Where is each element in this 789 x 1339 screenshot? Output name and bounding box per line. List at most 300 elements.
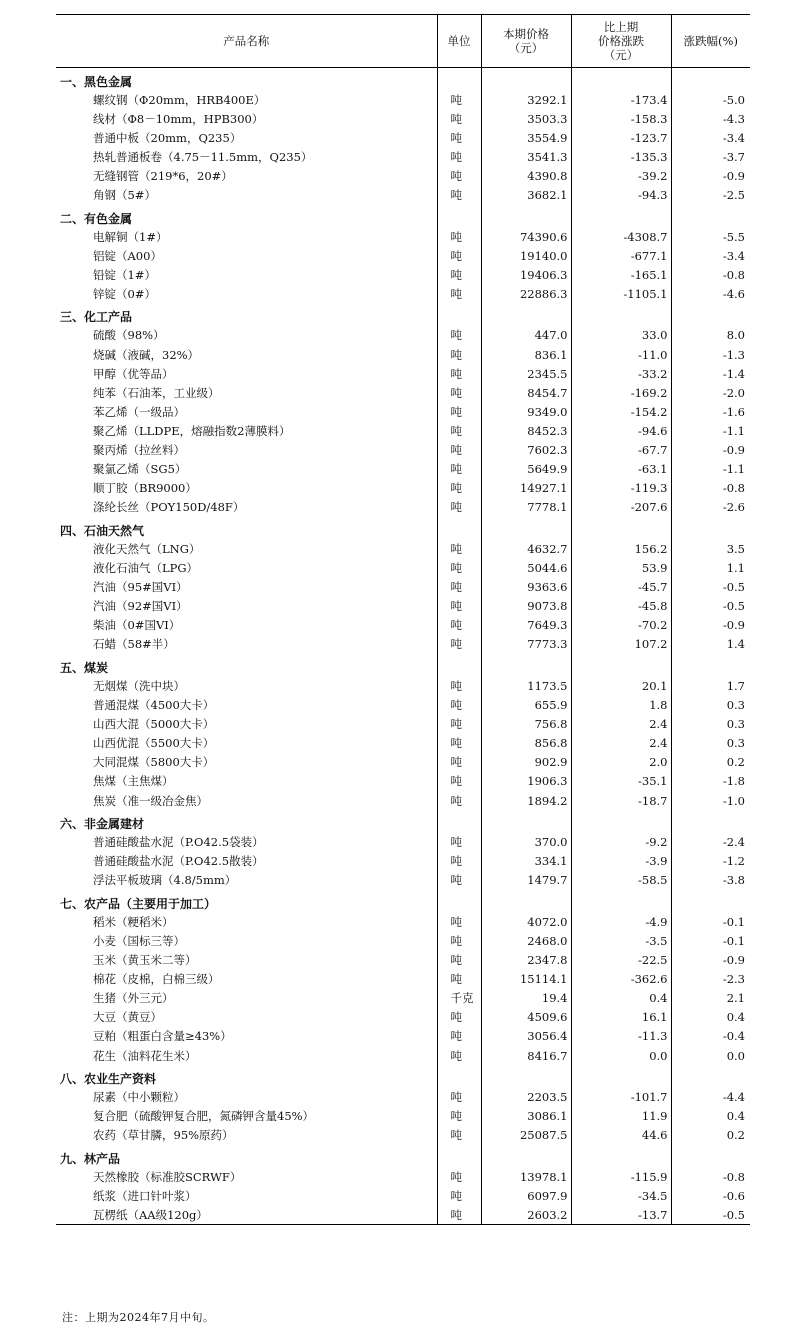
- item-name: 苯乙烯（一级品）: [93, 404, 185, 419]
- section-row: [56, 205, 750, 228]
- item-unit: 吨: [437, 1027, 481, 1046]
- item-change: 44.6: [571, 1126, 671, 1145]
- item-change: -677.1: [571, 247, 671, 266]
- item-change: -115.9: [571, 1168, 671, 1187]
- item-name: 顺丁胶（BR9000）: [93, 481, 197, 496]
- table-row: [56, 1187, 750, 1206]
- item-price: 6097.9: [481, 1187, 571, 1206]
- table-header: [56, 15, 750, 68]
- item-name: 电解铜（1#）: [93, 229, 168, 244]
- table-row: [56, 365, 750, 384]
- item-change: 0.0: [571, 1047, 671, 1066]
- item-name: 焦煤（主焦煤）: [93, 774, 174, 789]
- item-price: 447.0: [481, 326, 571, 345]
- table-body: [56, 68, 750, 1225]
- item-pct: -4.6: [671, 285, 750, 304]
- item-price: 8454.7: [481, 384, 571, 403]
- item-unit: 吨: [437, 559, 481, 578]
- item-pct: -0.1: [671, 913, 750, 932]
- item-change: -1105.1: [571, 285, 671, 304]
- table-row: [56, 753, 750, 772]
- item-pct: -3.4: [671, 129, 750, 148]
- section-title: 八、农业生产资料: [60, 1072, 157, 1087]
- table-row: [56, 129, 750, 148]
- table-row: [56, 635, 750, 654]
- table-row: [56, 578, 750, 597]
- item-pct: 8.0: [671, 326, 750, 345]
- item-price: 22886.3: [481, 285, 571, 304]
- item-name: 铅锭（1#）: [93, 267, 156, 282]
- table-row: [56, 1168, 750, 1187]
- item-price: 13978.1: [481, 1168, 571, 1187]
- item-price: 3056.4: [481, 1027, 571, 1046]
- item-unit: 吨: [437, 597, 481, 616]
- item-name: 汽油（95#国VI）: [93, 580, 188, 595]
- item-change: -207.6: [571, 498, 671, 517]
- item-pct: -0.8: [671, 479, 750, 498]
- table-row: [56, 346, 750, 365]
- item-name: 农药（草甘膦，95%原药）: [93, 1128, 234, 1143]
- item-change: -3.5: [571, 932, 671, 951]
- item-price: 5044.6: [481, 559, 571, 578]
- section-row: [56, 304, 750, 327]
- item-price: 2468.0: [481, 932, 571, 951]
- item-price: 3541.3: [481, 148, 571, 167]
- item-price: 74390.6: [481, 228, 571, 247]
- table-row: [56, 597, 750, 616]
- table-row: [56, 460, 750, 479]
- item-unit: 吨: [437, 913, 481, 932]
- item-unit: 吨: [437, 326, 481, 345]
- header-unit: 单位: [437, 15, 481, 68]
- item-unit: 吨: [437, 129, 481, 148]
- table-row: [56, 228, 750, 247]
- table-row: [56, 932, 750, 951]
- item-pct: -3.8: [671, 871, 750, 890]
- item-unit: 吨: [437, 365, 481, 384]
- section-title: 四、石油天然气: [60, 523, 145, 538]
- item-pct: -0.8: [671, 266, 750, 285]
- item-change: -13.7: [571, 1206, 671, 1225]
- table-row: [56, 1047, 750, 1066]
- table-row: [56, 989, 750, 1008]
- table-row: [56, 266, 750, 285]
- item-unit: 吨: [437, 422, 481, 441]
- item-price: 2603.2: [481, 1206, 571, 1225]
- item-unit: 吨: [437, 1187, 481, 1206]
- table-row: [56, 1027, 750, 1046]
- item-unit: 吨: [437, 1206, 481, 1225]
- section-title: 五、煤炭: [60, 660, 109, 675]
- item-pct: 0.2: [671, 1126, 750, 1145]
- item-name: 柴油（0#国VI）: [93, 618, 181, 633]
- item-change: 2.4: [571, 715, 671, 734]
- item-unit: 吨: [437, 441, 481, 460]
- item-name: 液化石油气（LPG）: [93, 561, 199, 576]
- item-pct: -1.6: [671, 403, 750, 422]
- item-pct: -0.4: [671, 1027, 750, 1046]
- item-pct: 1.4: [671, 635, 750, 654]
- item-name: 玉米（黄玉米二等）: [93, 953, 197, 968]
- table-row: [56, 1107, 750, 1126]
- item-name: 烧碱（液碱，32%）: [93, 347, 200, 362]
- item-change: -4.9: [571, 913, 671, 932]
- item-unit: 吨: [437, 479, 481, 498]
- item-unit: 吨: [437, 285, 481, 304]
- item-name: 汽油（92#国VI）: [93, 599, 188, 614]
- table-row: [56, 148, 750, 167]
- item-pct: -0.9: [671, 441, 750, 460]
- section-title: 九、林产品: [60, 1151, 121, 1166]
- item-price: 5649.9: [481, 460, 571, 479]
- item-name: 普通硅酸盐水泥（P.O42.5散装）: [93, 854, 264, 869]
- item-change: -67.7: [571, 441, 671, 460]
- item-name: 涤纶长丝（POY150D/48F）: [93, 500, 245, 515]
- item-name: 普通硅酸盐水泥（P.O42.5袋装）: [93, 835, 264, 850]
- item-pct: -0.9: [671, 951, 750, 970]
- item-price: 334.1: [481, 852, 571, 871]
- section-title: 六、非金属建材: [60, 817, 145, 832]
- item-unit: 吨: [437, 460, 481, 479]
- item-pct: -1.1: [671, 422, 750, 441]
- item-change: -169.2: [571, 384, 671, 403]
- item-price: 3682.1: [481, 186, 571, 205]
- section-row: [56, 1145, 750, 1168]
- item-price: 1479.7: [481, 871, 571, 890]
- item-price: 3086.1: [481, 1107, 571, 1126]
- item-unit: 吨: [437, 696, 481, 715]
- item-name: 浮法平板玻璃（4.8/5mm）: [93, 873, 237, 888]
- item-name: 甲醇（优等品）: [93, 366, 174, 381]
- item-pct: -0.9: [671, 616, 750, 635]
- item-unit: 吨: [437, 715, 481, 734]
- table-row: [56, 970, 750, 989]
- item-price: 856.8: [481, 734, 571, 753]
- footnote: 注：上期为2024年7月中旬。: [62, 1311, 215, 1324]
- table-row: [56, 715, 750, 734]
- item-name: 豆粕（粗蛋白含量≥43%）: [93, 1029, 232, 1044]
- item-name: 纸浆（进口针叶浆）: [93, 1189, 197, 1204]
- item-unit: 吨: [437, 734, 481, 753]
- item-pct: -2.5: [671, 186, 750, 205]
- section-title: 七、农产品（主要用于加工）: [60, 896, 217, 911]
- item-name: 生猪（外三元）: [93, 991, 174, 1006]
- item-name: 普通中板（20mm，Q235）: [93, 130, 242, 145]
- item-unit: 吨: [437, 1047, 481, 1066]
- item-change: -173.4: [571, 91, 671, 110]
- item-unit: 吨: [437, 635, 481, 654]
- item-unit: 吨: [437, 167, 481, 186]
- item-unit: 吨: [437, 871, 481, 890]
- item-pct: -2.4: [671, 833, 750, 852]
- table-row: [56, 1088, 750, 1107]
- item-change: -9.2: [571, 833, 671, 852]
- item-name: 瓦楞纸（AA级120g）: [56, 1206, 437, 1225]
- item-unit: 千克: [437, 989, 481, 1008]
- table-row: [56, 677, 750, 696]
- item-unit: 吨: [437, 148, 481, 167]
- item-pct: 0.3: [671, 696, 750, 715]
- table-row: [56, 91, 750, 110]
- item-name: 线材（Φ8－10mm，HPB300）: [93, 111, 264, 126]
- header-change: 比上期 价格涨跌 （元）: [571, 15, 671, 68]
- table-row: [56, 498, 750, 517]
- item-price: 9363.6: [481, 578, 571, 597]
- item-name: 热轧普通板卷（4.75－11.5mm，Q235）: [93, 149, 313, 164]
- item-pct: -0.5: [671, 597, 750, 616]
- item-pct: -1.0: [671, 792, 750, 811]
- header-pct: 涨跌幅(%): [671, 15, 750, 68]
- item-name: 大同混煤（5800大卡）: [93, 755, 215, 770]
- item-change: 156.2: [571, 540, 671, 559]
- item-price: 4390.8: [481, 167, 571, 186]
- item-name: 锌锭（0#）: [93, 286, 156, 301]
- header-name: 产品名称: [56, 15, 437, 68]
- item-name: 螺纹钢（Φ20mm，HRB400E）: [93, 92, 266, 107]
- item-change: -70.2: [571, 616, 671, 635]
- item-pct: -1.4: [671, 365, 750, 384]
- item-price: 19406.3: [481, 266, 571, 285]
- item-name: 棉花（皮棉，白棉三级）: [93, 972, 220, 987]
- item-name: 聚氯乙烯（SG5）: [93, 462, 187, 477]
- item-price: 1173.5: [481, 677, 571, 696]
- item-change: 1.8: [571, 696, 671, 715]
- item-price: 15114.1: [481, 970, 571, 989]
- table-row: [56, 1008, 750, 1027]
- section-row: [56, 1066, 750, 1089]
- item-price: 3503.3: [481, 110, 571, 129]
- table-row: [56, 384, 750, 403]
- item-unit: 吨: [437, 677, 481, 696]
- item-price: 3554.9: [481, 129, 571, 148]
- table-row: [56, 403, 750, 422]
- item-unit: 吨: [437, 403, 481, 422]
- item-name: 石蜡（58#半）: [93, 637, 175, 652]
- table-row: [56, 792, 750, 811]
- item-change: -4308.7: [571, 228, 671, 247]
- item-change: -18.7: [571, 792, 671, 811]
- item-unit: 吨: [437, 970, 481, 989]
- item-change: -11.3: [571, 1027, 671, 1046]
- item-change: -154.2: [571, 403, 671, 422]
- table-row: [56, 1206, 750, 1225]
- item-change: 2.0: [571, 753, 671, 772]
- item-change: -165.1: [571, 266, 671, 285]
- item-pct: 1.1: [671, 559, 750, 578]
- table-row: [56, 852, 750, 871]
- item-change: -58.5: [571, 871, 671, 890]
- item-price: 756.8: [481, 715, 571, 734]
- table-row: [56, 1126, 750, 1145]
- item-unit: 吨: [437, 616, 481, 635]
- item-price: 2347.8: [481, 951, 571, 970]
- item-price: 9073.8: [481, 597, 571, 616]
- item-unit: 吨: [437, 1008, 481, 1027]
- item-name: 聚乙烯（LLDPE，熔融指数2薄膜料）: [93, 423, 291, 438]
- item-pct: -4.3: [671, 110, 750, 129]
- item-unit: 吨: [437, 247, 481, 266]
- item-price: 2203.5: [481, 1088, 571, 1107]
- price-table: [56, 14, 750, 1225]
- item-pct: -4.4: [671, 1088, 750, 1107]
- item-price: 25087.5: [481, 1126, 571, 1145]
- table-row: [56, 913, 750, 932]
- item-name: 大豆（黄豆）: [93, 1010, 162, 1025]
- item-unit: 吨: [437, 346, 481, 365]
- table-row: [56, 951, 750, 970]
- item-change: -33.2: [571, 365, 671, 384]
- item-pct: -0.8: [671, 1168, 750, 1187]
- item-pct: -3.4: [671, 247, 750, 266]
- item-change: 33.0: [571, 326, 671, 345]
- item-unit: 吨: [437, 498, 481, 517]
- item-change: -39.2: [571, 167, 671, 186]
- section-title: 三、化工产品: [60, 310, 133, 325]
- item-price: 1906.3: [481, 772, 571, 791]
- item-price: 4509.6: [481, 1008, 571, 1027]
- item-name: 复合肥（硫酸钾复合肥，氮磷钾含量45%）: [93, 1109, 315, 1124]
- table-row: [56, 833, 750, 852]
- table-row: [56, 110, 750, 129]
- table-row: [56, 734, 750, 753]
- item-price: 19140.0: [481, 247, 571, 266]
- table-row: [56, 441, 750, 460]
- item-name: 稻米（粳稻米）: [93, 914, 174, 929]
- item-name: 焦炭（准一级冶金焦）: [93, 793, 208, 808]
- item-name: 聚丙烯（拉丝料）: [93, 443, 185, 458]
- section-row: [56, 517, 750, 540]
- item-unit: 吨: [437, 266, 481, 285]
- item-name: 铝锭（A00）: [93, 248, 162, 263]
- item-name: 无烟煤（洗中块）: [93, 678, 185, 693]
- item-change: 2.4: [571, 734, 671, 753]
- item-price: 9349.0: [481, 403, 571, 422]
- item-pct: -1.3: [671, 346, 750, 365]
- item-name: 角钢（5#）: [93, 188, 156, 203]
- item-name: 山西优混（5500大卡）: [93, 736, 215, 751]
- item-change: 107.2: [571, 635, 671, 654]
- item-name: 普通混煤（4500大卡）: [93, 698, 215, 713]
- item-pct: -1.1: [671, 460, 750, 479]
- item-pct: 0.4: [671, 1008, 750, 1027]
- table-row: [56, 186, 750, 205]
- item-pct: 2.1: [671, 989, 750, 1008]
- table-row: [56, 285, 750, 304]
- item-change: -362.6: [571, 970, 671, 989]
- table-row: [56, 540, 750, 559]
- item-change: -35.1: [571, 772, 671, 791]
- table-row: [56, 479, 750, 498]
- item-name: 尿素（中小颗粒）: [93, 1090, 185, 1105]
- item-name: 花生（油料花生米）: [93, 1048, 197, 1063]
- item-pct: -0.5: [671, 1206, 750, 1225]
- item-pct: -5.0: [671, 91, 750, 110]
- item-change: 11.9: [571, 1107, 671, 1126]
- item-change: 16.1: [571, 1008, 671, 1027]
- section-row: [56, 890, 750, 913]
- item-unit: 吨: [437, 951, 481, 970]
- item-unit: 吨: [437, 1168, 481, 1187]
- item-change: -135.3: [571, 148, 671, 167]
- item-pct: -0.5: [671, 578, 750, 597]
- section-row: [56, 811, 750, 834]
- item-name: 纯苯（石油苯，工业级）: [93, 385, 220, 400]
- item-change: -45.8: [571, 597, 671, 616]
- item-price: 19.4: [481, 989, 571, 1008]
- item-unit: 吨: [437, 753, 481, 772]
- item-pct: 1.7: [671, 677, 750, 696]
- item-unit: 吨: [437, 852, 481, 871]
- item-change: 53.9: [571, 559, 671, 578]
- item-unit: 吨: [437, 932, 481, 951]
- header-price: 本期价格 （元）: [481, 15, 571, 68]
- item-change: -101.7: [571, 1088, 671, 1107]
- item-price: 655.9: [481, 696, 571, 715]
- item-pct: 0.3: [671, 715, 750, 734]
- item-change: -119.3: [571, 479, 671, 498]
- item-change: -22.5: [571, 951, 671, 970]
- item-change: -34.5: [571, 1187, 671, 1206]
- item-pct: -1.2: [671, 852, 750, 871]
- item-pct: -0.6: [671, 1187, 750, 1206]
- item-change: -123.7: [571, 129, 671, 148]
- item-change: -3.9: [571, 852, 671, 871]
- item-pct: 0.4: [671, 1107, 750, 1126]
- item-unit: 吨: [437, 578, 481, 597]
- item-price: 1894.2: [481, 792, 571, 811]
- item-pct: 3.5: [671, 540, 750, 559]
- item-unit: 吨: [437, 1088, 481, 1107]
- item-pct: -0.9: [671, 167, 750, 186]
- item-change: -94.6: [571, 422, 671, 441]
- item-price: 7773.3: [481, 635, 571, 654]
- item-unit: 吨: [437, 1126, 481, 1145]
- item-unit: 吨: [437, 384, 481, 403]
- item-pct: -2.6: [671, 498, 750, 517]
- section-row: [56, 68, 750, 91]
- item-price: 4072.0: [481, 913, 571, 932]
- section-row: [56, 654, 750, 677]
- item-unit: 吨: [437, 792, 481, 811]
- table-row: [56, 326, 750, 345]
- item-change: 20.1: [571, 677, 671, 696]
- item-change: -158.3: [571, 110, 671, 129]
- item-change: -94.3: [571, 186, 671, 205]
- table-row: [56, 772, 750, 791]
- table-row: [56, 616, 750, 635]
- item-unit: 吨: [437, 228, 481, 247]
- item-change: -11.0: [571, 346, 671, 365]
- item-name: 硫酸（98%）: [93, 328, 165, 343]
- item-unit: 吨: [437, 110, 481, 129]
- item-price: 370.0: [481, 833, 571, 852]
- item-name: 天然橡胶（标准胶SCRWF）: [93, 1169, 242, 1184]
- table-row: [56, 247, 750, 266]
- item-unit: 吨: [437, 772, 481, 791]
- item-unit: 吨: [437, 186, 481, 205]
- item-name: 液化天然气（LNG）: [93, 541, 201, 556]
- item-price: 8452.3: [481, 422, 571, 441]
- item-pct: -2.3: [671, 970, 750, 989]
- table-row: [56, 167, 750, 186]
- item-price: 7649.3: [481, 616, 571, 635]
- item-name: 无缝钢管（219*6，20#）: [93, 168, 233, 183]
- item-price: 2345.5: [481, 365, 571, 384]
- item-pct: 0.3: [671, 734, 750, 753]
- item-pct: -5.5: [671, 228, 750, 247]
- item-unit: 吨: [437, 833, 481, 852]
- table-row: [56, 422, 750, 441]
